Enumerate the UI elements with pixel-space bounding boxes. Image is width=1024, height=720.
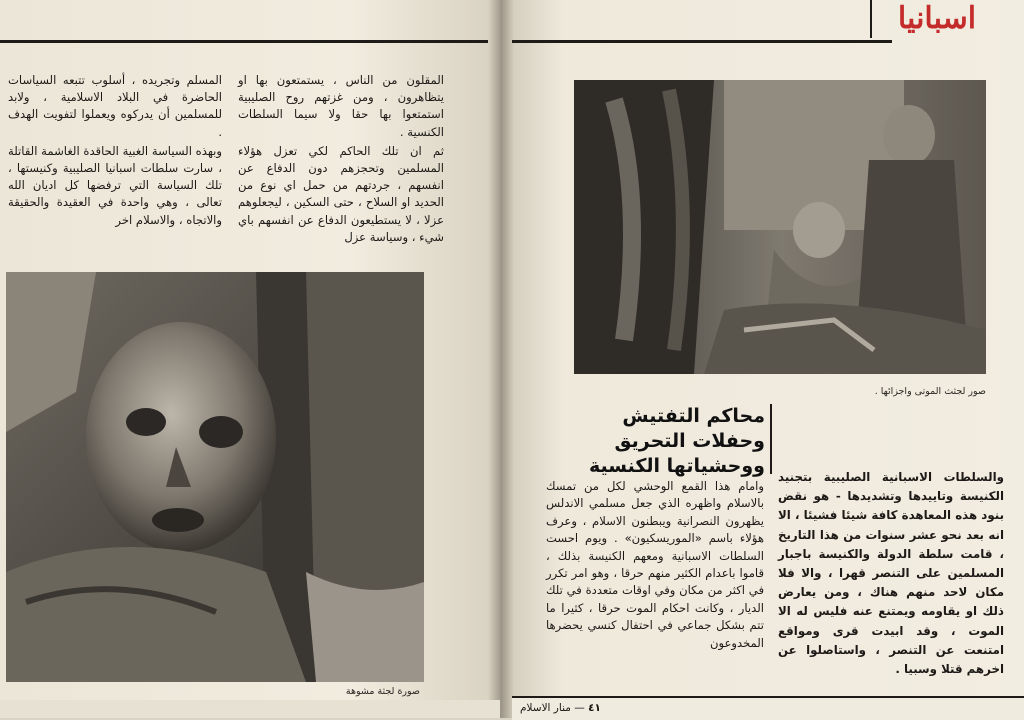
paragraph: وبهذه السياسة الغبية الحاقدة الغاشمة القاتلة ، سارت سلطات اسبانيا الصليبية وكنيستها ، تلك السياسة التي ترفضها كل اديان الله تعالى ، وهي واحدة في العقيدة والحقيقة والاتجاه ، والاسلام اخر — [8, 143, 222, 227]
photo-image — [6, 272, 424, 682]
left-page-bottom-edge — [0, 700, 500, 718]
right-photo-caption: صور لجثث الموتى واجزائها . — [874, 386, 986, 397]
heading-divider — [770, 404, 772, 474]
footer-text: ٤١ — منار الاسلام — [520, 702, 601, 714]
mummified-body-photo — [6, 272, 424, 682]
left-top-rule — [0, 40, 488, 43]
left-photo-caption: صورة لجثة مشوهة — [345, 686, 420, 697]
crypt-remains-photo — [574, 80, 986, 374]
photo-image — [574, 80, 986, 374]
right-top-rule — [512, 40, 892, 43]
page-gutter — [488, 0, 514, 718]
right-page-column-left — [546, 478, 764, 654]
paragraph: والسلطات الاسبانية الصليبية بتجنيد الكنيسة وتاييدها وتشديدها - هو نقض بنود هذه المعاهدة كافة شيئا فشيئا ، الا انه بعد نحو عشر سنوات من هذا التاريخ ، قامت سلطة الدولة والكنيسة باجبار المسلمين على التنصر قهرا ، والا فلا مكان لاحد منهم هناك ، ومن يعارض ذلك او يقاومه ويمتنع عنه فليس له الا الموت ، وقد ابيدت قرى ومواقع امتنعت عن التنصر ، واستاصلوا عن اخرهم قتلا وسبيا . — [778, 470, 1004, 677]
magazine-name: منار الاسلام — [520, 702, 571, 714]
left-page-column-left — [8, 72, 222, 231]
paragraph: المسلم وتجريده ، أسلوب تتبعه السياسات الحاضرة في البلاد الاسلامية ، ولابد للمسلمين أن يدركوه ويعملوا لتفويت الهدف . — [8, 73, 222, 139]
page-number: ٤١ — [588, 702, 601, 714]
paragraph: وامام هذا القمع الوحشي لكل من تمسك بالاسلام واظهره الذي جعل مسلمي الاندلس يظهرون النصرانية ويبطنون الاسلام ، وعرف هؤلاء باسم «الموريسكيون» . ويوم احست السلطات الاسبانية ومعهم الكنيسة بذلك ، قاموا باعدام الكثير منهم حرقا ، وهو امر تكرر في اكثر من مكان وفي اوقات متعددة في تلك الديار ، وكانت احكام الموت حرقا ، كثيرا ما تتم بشكل جماعي في احتفال كنسي يحضرها المخدوعون — [546, 479, 764, 650]
right-page-column-right — [778, 468, 1004, 681]
left-page-column-right — [238, 72, 444, 248]
paragraph: المقلون من الناس ، يستمتعون بها او يتظاهرون ، ومن غزتهم روح الصليبية استمتعوا بها حقا ولا سيما السلطات الكنسية . — [238, 73, 444, 139]
paragraph: ثم ان تلك الحاكم لكي تعزل هؤلاء المسلمين وتحجزهم دون الدفاع عن انفسهم ، جردتهم من حمل اي نوع من الحديد او السلاح ، حتى السكين ، ليجعلوهم عزلا ، لا يستطيعون الدفاع عن انفسهم باي شيء ، وسياسة عزل — [238, 143, 444, 244]
section-label: اسبانيا — [870, 0, 1002, 38]
article-heading: محاكم التفتيش وحفلات التحريق ووحشياتها الكنسية — [588, 405, 765, 477]
page-footer — [512, 696, 1024, 720]
